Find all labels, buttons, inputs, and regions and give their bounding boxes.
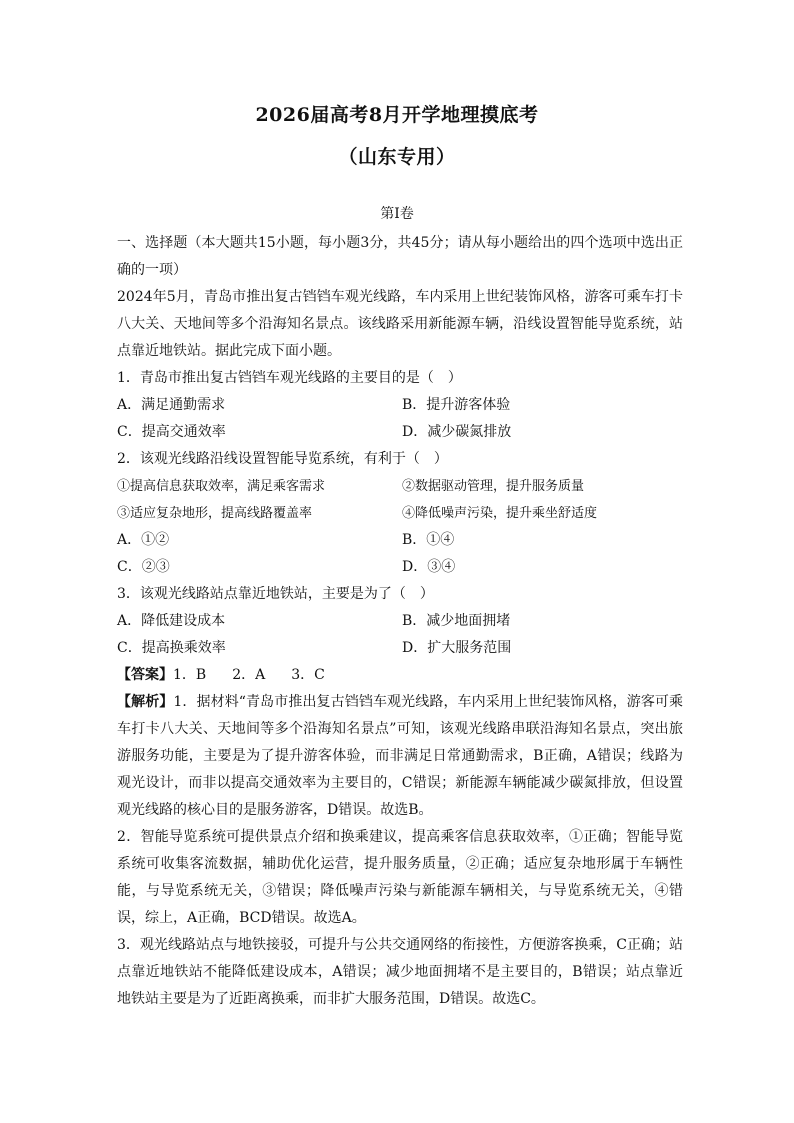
question-stem: 1．青岛市推出复古铛铛车观光线路的主要目的是（ ） [117,370,462,386]
statement-2: ②数据驱动管理，提升服务质量 [402,479,585,494]
option-c: C．②③ [117,559,170,575]
option-c: C．提高换乘效率 [117,640,226,656]
exam-subtitle: （山东专用） [338,146,456,168]
question-1 [117,365,683,446]
analysis [117,689,683,1013]
option-a: A．降低建设成本 [117,613,226,629]
analysis-3: 3．观光线路站点与地铁接驳，可提升与公共交通网络的衔接性，方便游客换乘，C正确；站点靠近地铁站不能降低建设成本，A错误；减少地面拥堵不是主要目的，B错误；站点靠近地铁站主要是为了近距离换乘，而非扩大服务范围，D错误。故选C。 [117,937,683,1007]
statement-4: ④降低噪声污染，提升乘坐舒适度 [402,506,598,521]
question-stem: 3．该观光线路站点靠近地铁站，主要是为了（ ） [117,586,434,602]
option-b: B．①④ [402,532,455,548]
option-a: A．①② [117,532,170,548]
question-3 [117,581,683,662]
answer-label: 【答案】 [117,667,173,683]
statement-1: ①提高信息获取效率，满足乘客需求 [117,479,326,494]
option-d: D．扩大服务范围 [402,640,512,656]
answer-key [117,662,683,689]
question-stem: 2．该观光线路沿线设置智能导览系统，有利于（ ） [117,451,448,467]
exam-body [117,230,683,1013]
answer-2: 2．A [232,667,266,683]
answer-1: 1．B [173,667,207,683]
option-d: D．减少碳氮排放 [402,424,512,440]
option-c: C．提高交通效率 [117,424,226,440]
exam-title: 2026届高考8月开学地理摸底考 [255,104,539,126]
option-b: B．提升游客体验 [402,397,511,413]
option-b: B．减少地面拥堵 [402,613,511,629]
analysis-2: 2．智能导览系统可提供景点介绍和换乘建议，提高乘客信息获取效率，①正确；智能导览系统可收集客流数据，辅助优化运营，提升服务质量，②正确；适应复杂地形属于车辆性能，与导览系统无关，③错误；降低噪声污染与新能源车辆相关，与导览系统无关，④错误，综上，A正确，BCD错误。故选A。 [117,829,683,926]
answer-3: 3．C [291,667,325,683]
section-heading: 第Ⅰ卷 [380,206,414,222]
reading-passage: 2024年5月，青岛市推出复古铛铛车观光线路，车内采用上世纪装饰风格，游客可乘车打卡八大关、天地间等多个沿海知名景点。该线路采用新能源车辆，沿线设置智能导览系统，站点靠近地铁站。据此完成下面小题。 [117,289,683,359]
analysis-label: 【解析】 [117,694,174,710]
instructions: 一、选择题（本大题共15小题，每小题3分，共45分；请从每小题给出的四个选项中选出正确的一项） [117,235,683,278]
option-d: D．③④ [402,559,456,575]
question-2 [117,446,683,581]
analysis-1: 1．据材料“青岛市推出复古铛铛车观光线路，车内采用上世纪装饰风格，游客可乘车打卡八大关、天地间等多个沿海知名景点”可知，该观光线路串联沿海知名景点，突出旅游服务功能，主要是为了提升游客体验，而非满足日常通勤需求，B正确，A错误；线路为观光设计，而非以提高交通效率为主要目的，C错误；新能源车辆能减少碳氮排放，但设置观光线路的核心目的是服务游客，D错误。故选B。 [117,694,684,818]
statement-3: ③适应复杂地形，提高线路覆盖率 [117,506,313,521]
option-a: A．满足通勤需求 [117,397,226,413]
